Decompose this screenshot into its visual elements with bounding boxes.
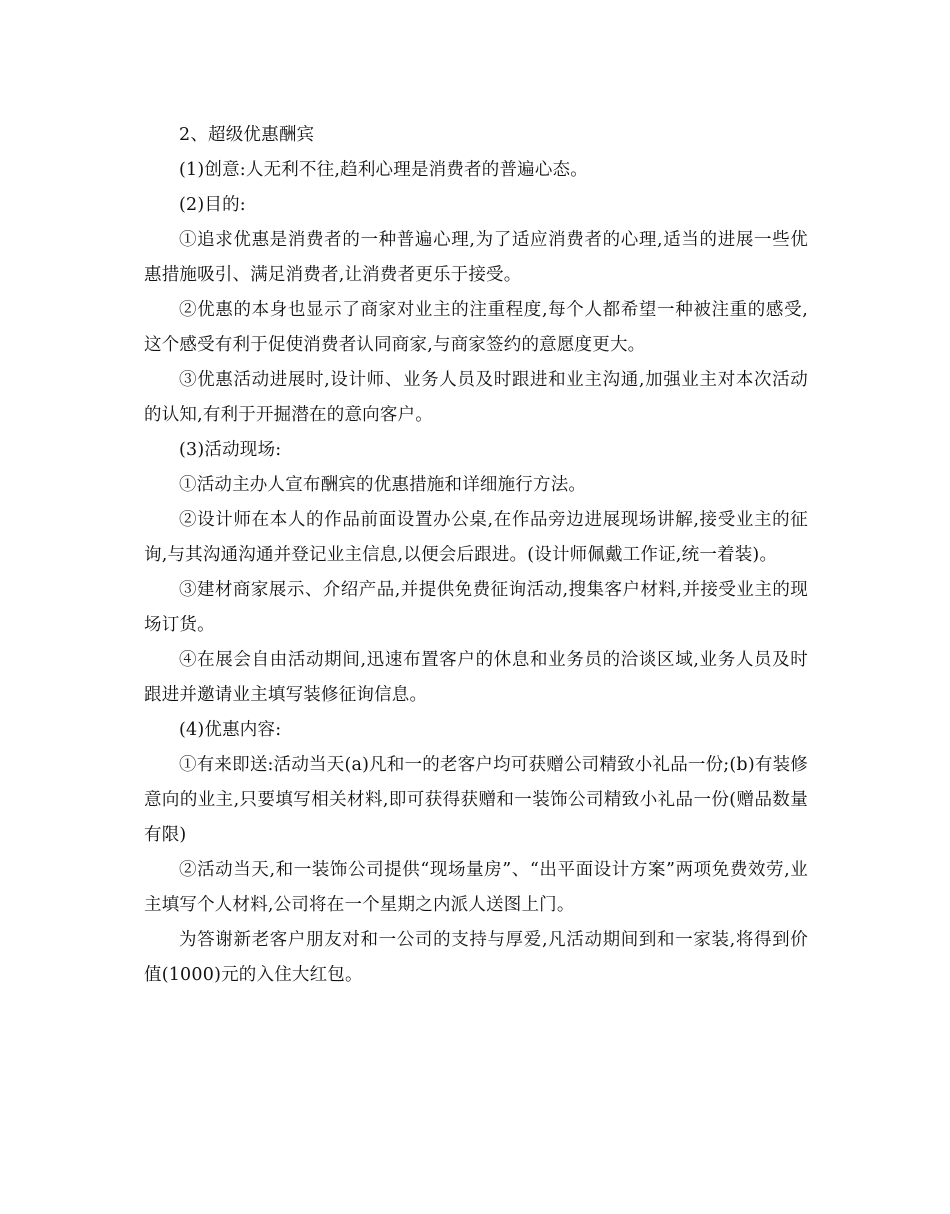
paragraph-purpose-heading: (2)目的:	[179, 195, 246, 215]
paragraph-offer-1: ①有来即送:活动当天(a)凡和一的老客户均可获赠公司精致小礼品一份;(b)有装修意向的业主,只要填写相关材料,即可获得获赠和一装饰公司精致小礼品一份(赠品数量有限)	[144, 755, 808, 845]
paragraph-onsite-heading: (3)活动现场:	[179, 440, 282, 460]
section-heading: 2、超级优惠酬宾	[179, 125, 315, 145]
paragraph-offer-2: ②活动当天,和一装饰公司提供“现场量房”、“出平面设计方案”两项免费效劳,业主填写个人材料,公司将在一个星期之内派人送图上门。	[144, 860, 808, 915]
paragraph-onsite-1: ①活动主办人宣布酬宾的优惠措施和详细施行方法。	[179, 475, 587, 495]
paragraph-purpose-3: ③优惠活动进展时,设计师、业务人员及时跟进和业主沟通,加强业主对本次活动的认知,有利于开掘潜在的意向客户。	[144, 370, 808, 425]
paragraph-onsite-3: ③建材商家展示、介绍产品,并提供免费征询活动,搜集客户材料,并接受业主的现场订货。	[144, 580, 808, 635]
paragraph-offer-heading: (4)优惠内容:	[179, 720, 282, 740]
paragraph-onsite-2: ②设计师在本人的作品前面设置办公桌,在作品旁边进展现场讲解,接受业主的征询,与其沟通沟通并登记业主信息,以便会后跟进。(设计师佩戴工作证,统一着装)。	[144, 510, 808, 565]
document-body	[144, 118, 808, 993]
paragraph-purpose-1: ①追求优惠是消费者的一种普遍心理,为了适应消费者的心理,适当的进展一些优惠措施吸引、满足消费者,让消费者更乐于接受。	[144, 230, 808, 285]
paragraph-idea: (1)创意:人无利不往,趋利心理是消费者的普遍心态。	[179, 160, 588, 180]
paragraph-purpose-2: ②优惠的本身也显示了商家对业主的注重程度,每个人都希望一种被注重的感受,这个感受有利于促使消费者认同商家,与商家签约的意愿度更大。	[144, 300, 808, 355]
paragraph-onsite-4: ④在展会自由活动期间,迅速布置客户的休息和业务员的洽谈区域,业务人员及时跟进并邀请业主填写装修征询信息。	[144, 650, 808, 705]
paragraph-thanks: 为答谢新老客户朋友对和一公司的支持与厚爱,凡活动期间到和一家装,将得到价值(1000)元的入住大红包。	[144, 930, 808, 985]
